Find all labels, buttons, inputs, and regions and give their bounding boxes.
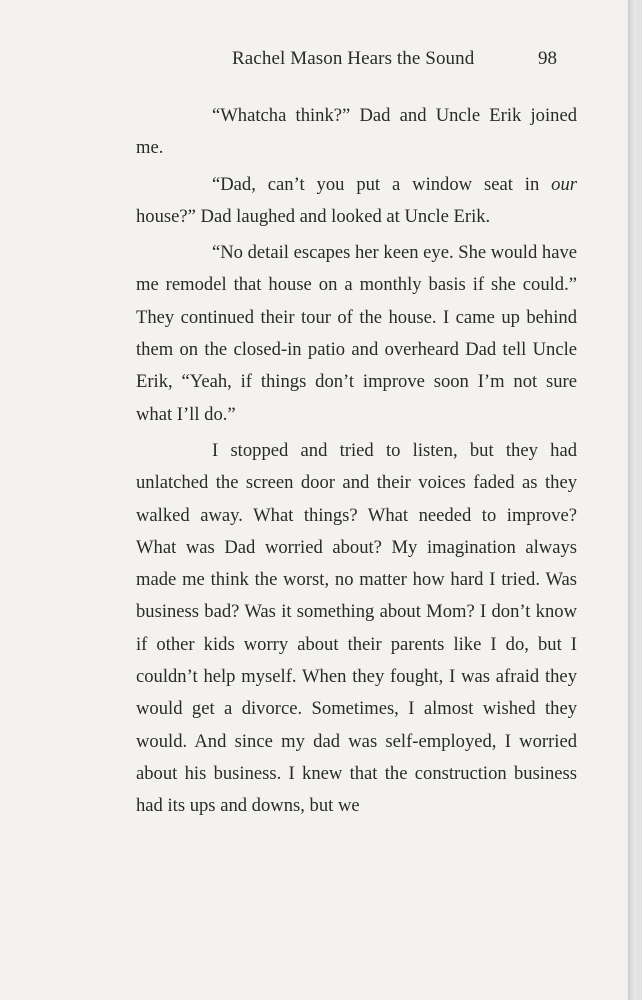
paragraph-2-emphasis: our [551,173,577,195]
page-header [0,44,628,74]
paragraph-2-text-before: “Dad, can’t you put a window seat in [212,173,552,195]
paragraph-2-text-after: house?” Dad laughed and looked at Uncle Erik. [136,205,491,227]
paragraph-3: “No detail escapes her keen eye. She would have me remodel that house on a monthly basis if she could.” They continued their tour of the house. I came up behind them on the closed-in patio and overheard Dad tell Uncle Erik, “Yeah, if things don’t improve soon I’m not sure what I’ll do.” [136,242,578,425]
paragraph-1: “Whatcha think?” Dad and Uncle Erik joined me. [136,105,577,159]
paragraph-2 [136,169,577,234]
paragraph-4: I stopped and tried to listen, but they had unlatched the screen door and their voices faded as they walked away. What things? What needed to improve? What was Dad worried about? My imagination always made me think the worst, no matter how hard I tried. Was business bad? Was it something about Mom? I don’t know if other kids worry about their parents like I do, but I couldn’t help myself. When they fought, I was afraid they would get a divorce. Sometimes, I almost wished they would. And since my dad was self-employed, I worried about his business. I knew that the construction business had its ups and downs, but we [136,439,577,817]
running-head: Rachel Mason Hears the Sound [232,48,475,69]
page-number: 98 [538,48,557,69]
body-text [136,100,577,827]
